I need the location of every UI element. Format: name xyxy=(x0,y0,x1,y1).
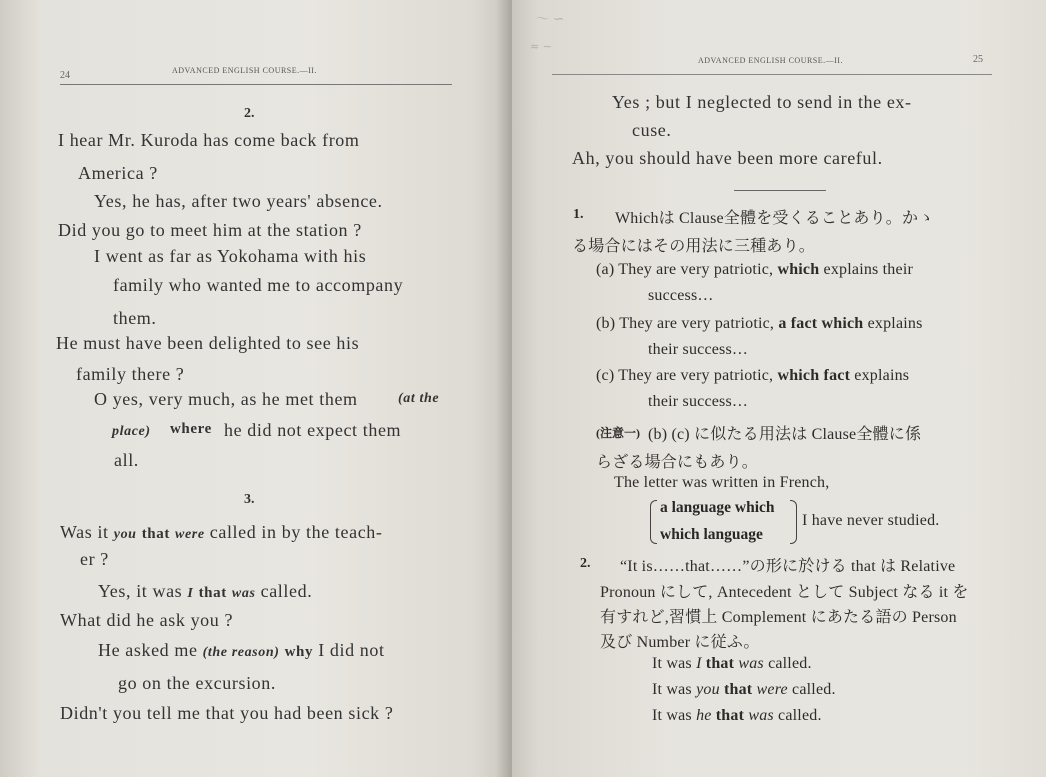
example-line xyxy=(652,655,812,673)
example-line: their success… xyxy=(648,393,749,410)
text-line: America ? xyxy=(78,163,158,183)
italic-phrase: (at the xyxy=(398,391,440,406)
bold-word: where xyxy=(170,421,212,437)
text-fragment: It was xyxy=(652,655,692,672)
text-line: I hear Mr. Kuroda has come back from xyxy=(58,130,360,150)
example-line: success… xyxy=(648,287,714,304)
text-line: family there ? xyxy=(76,364,185,384)
bold-word: that xyxy=(141,526,170,542)
page-number-right: 25 xyxy=(973,54,983,65)
text-line: family who wanted me to accompany xyxy=(113,275,404,295)
text-line: Yes, he has, after two years' absence. xyxy=(94,191,383,211)
text-fragment: They are very patriotic, xyxy=(619,315,775,332)
example-line xyxy=(596,315,923,333)
example-line: I have never studied. xyxy=(802,512,940,529)
text-line: them. xyxy=(113,308,157,328)
text-line: O yes, very much, as he met them xyxy=(94,389,358,409)
text-line: He must have been delighted to see his xyxy=(56,333,360,353)
note-line: らざる場合にもあり。 xyxy=(596,454,759,471)
header-rule-right xyxy=(552,74,992,75)
note-line: Whichは Clause全體を受くることあり。かゝ xyxy=(615,210,935,227)
right-page xyxy=(512,0,1046,777)
left-brace xyxy=(650,500,657,544)
text-fragment: explains their xyxy=(823,261,913,278)
left-page xyxy=(0,0,512,777)
bold-word: that xyxy=(198,585,227,601)
text-line: Did you go to meet him at the station ? xyxy=(58,220,362,240)
text-fragment: called. xyxy=(768,655,812,672)
bold-word: that xyxy=(705,655,735,672)
text-fragment: explains xyxy=(854,367,910,384)
brace-option: which language xyxy=(660,526,763,543)
text-line: all. xyxy=(114,450,139,470)
note-line: 有すれど,習慣上 Complement にあたる語の Person xyxy=(600,609,957,626)
example-label: (c) xyxy=(596,367,615,384)
section-number: 3. xyxy=(244,492,255,507)
text-fragment: called. xyxy=(260,581,313,601)
bold-word: a fact which xyxy=(778,315,864,332)
note-number: 2. xyxy=(580,556,591,571)
italic-word: he xyxy=(696,707,712,724)
text-fragment: called. xyxy=(778,707,822,724)
text-line: cuse. xyxy=(632,120,672,140)
bold-word: that xyxy=(715,707,745,724)
text-fragment: He asked me xyxy=(98,640,198,660)
text-line: Didn't you tell me that you had been sick ? xyxy=(60,703,394,723)
note-line: Pronoun にして, Antecedent として Subject なる it を xyxy=(600,584,969,601)
text-fragment: It was xyxy=(652,681,692,698)
text-fragment: explains xyxy=(867,315,923,332)
italic-word: were xyxy=(175,527,205,542)
text-fragment: called. xyxy=(792,681,836,698)
text-line xyxy=(98,581,312,602)
example-line: The letter was written in French, xyxy=(614,474,830,491)
example-line xyxy=(652,707,822,725)
caution-label: (注意一) xyxy=(596,426,640,440)
bold-word: which xyxy=(777,261,820,278)
note-number: 1. xyxy=(573,207,584,222)
bold-word: which fact xyxy=(777,367,851,384)
text-line: Yes ; but I neglected to send in the ex- xyxy=(612,92,912,112)
text-line: er ? xyxy=(80,549,109,569)
example-line: their success… xyxy=(648,341,749,358)
italic-phrase: (the reason) xyxy=(202,645,280,660)
italic-phrase: place) xyxy=(112,424,151,439)
pencil-marks: 〜 ∽ xyxy=(536,12,565,27)
text-fragment: Yes, it was xyxy=(98,581,183,601)
right-brace xyxy=(790,500,797,544)
text-fragment: I did not xyxy=(318,640,385,660)
example-label: (b) xyxy=(596,315,616,332)
example-line xyxy=(596,261,913,279)
italic-word: I xyxy=(187,586,194,601)
text-line: I went as far as Yokohama with his xyxy=(94,246,367,266)
bold-word: that xyxy=(723,681,753,698)
italic-word: were xyxy=(756,681,788,698)
italic-word: was xyxy=(738,655,764,672)
running-header-right: ADVANCED ENGLISH COURSE.—II. xyxy=(698,56,843,65)
pencil-marks: ≈ ∼ xyxy=(530,40,552,53)
running-header-left: ADVANCED ENGLISH COURSE.—II. xyxy=(172,66,317,75)
bold-word: why xyxy=(284,644,314,660)
note-line: 及び Number に従ふ。 xyxy=(600,634,760,651)
text-fragment: Was it xyxy=(60,522,109,542)
italic-word: was xyxy=(231,586,256,601)
text-line: go on the excursion. xyxy=(118,673,276,693)
text-fragment: They are very patriotic, xyxy=(618,261,774,278)
text-line: Ah, you should have been more careful. xyxy=(572,148,883,168)
example-line xyxy=(652,681,836,699)
italic-word: I xyxy=(696,655,702,672)
italic-word: was xyxy=(748,707,774,724)
note-line: “It is……that……”の形に於ける that は Relative xyxy=(620,558,956,575)
text-fragment: It was xyxy=(652,707,692,724)
header-rule-left xyxy=(60,84,452,85)
italic-word: you xyxy=(113,527,137,542)
italic-word: you xyxy=(696,681,720,698)
text-fragment: They are very patriotic, xyxy=(618,367,774,384)
brace-option: a language which xyxy=(660,499,775,516)
section-divider xyxy=(734,190,826,191)
note-line: (b) (c) に似たる用法は Clause全體に係 xyxy=(648,426,922,443)
section-number: 2. xyxy=(244,106,255,121)
example-label: (a) xyxy=(596,261,615,278)
example-line xyxy=(596,367,909,385)
text-line xyxy=(98,640,385,661)
text-fragment: called in by the teach- xyxy=(209,522,383,542)
page-number-left: 24 xyxy=(60,70,70,81)
text-line: he did not expect them xyxy=(224,420,402,440)
text-line: What did he ask you ? xyxy=(60,610,234,630)
text-line xyxy=(60,522,383,543)
note-line: る場合にはその用法に三種あり。 xyxy=(572,238,816,255)
